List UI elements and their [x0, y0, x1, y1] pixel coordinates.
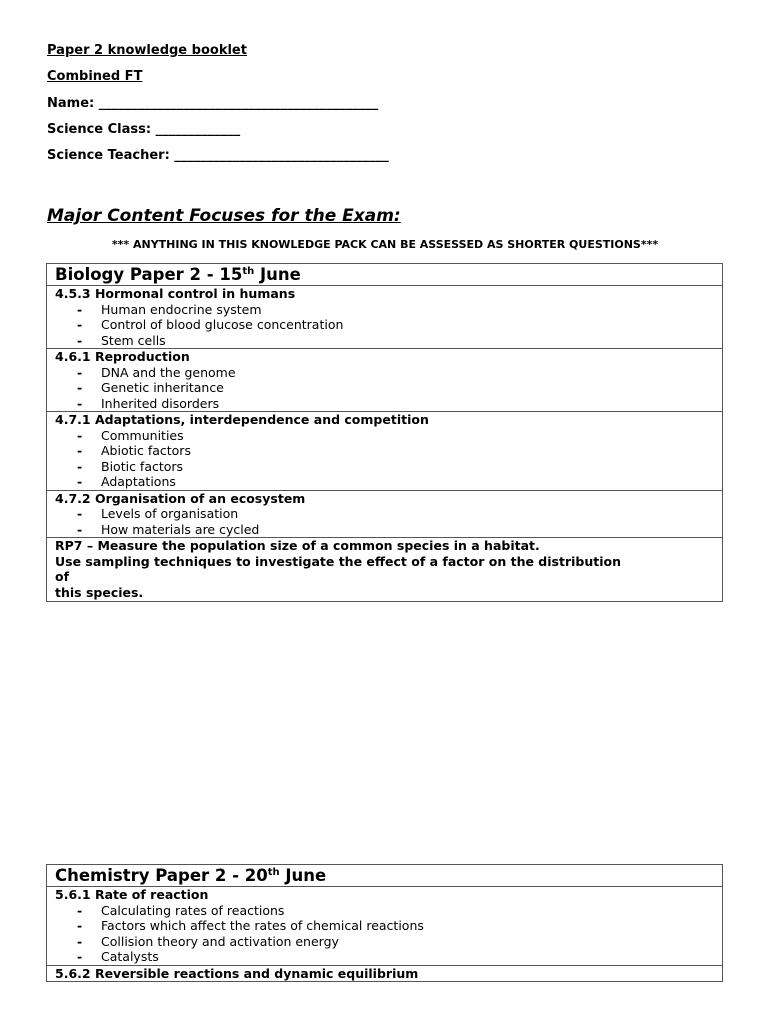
- rp-line: RP7 – Measure the population size of a common species in a habitat.: [55, 538, 540, 553]
- section-title: 5.6.1 Rate of reaction: [55, 887, 209, 902]
- rp-line: this species.: [55, 584, 144, 600]
- list-item: - Adaptations: [77, 474, 176, 489]
- biology-table: [46, 263, 723, 602]
- list-item: - DNA and the genome: [77, 364, 236, 380]
- chemistry-section: [47, 887, 722, 966]
- list-item: - Genetic inheritance: [77, 380, 224, 395]
- chemistry-section: [47, 966, 722, 982]
- biology-section: [47, 491, 722, 539]
- list-item: - Catalysts: [77, 949, 159, 964]
- course-name: Combined FT: [47, 69, 143, 84]
- section-title: 4.7.1 Adaptations, interdependence and competition: [55, 412, 429, 427]
- name-field: Name: ___________________________________________: [47, 96, 379, 111]
- rp-line: of: [55, 569, 70, 584]
- section-title: 4.5.3 Hormonal control in humans: [55, 286, 296, 301]
- list-item: - Calculating rates of reactions: [77, 902, 285, 918]
- list-item: - Inherited disorders: [77, 395, 220, 411]
- booklet-title: Paper 2 knowledge booklet: [47, 43, 247, 58]
- rp-line: Use sampling techniques to investigate the effect of a factor on the distribution: [55, 553, 621, 569]
- list-item: - Stem cells: [77, 332, 166, 348]
- list-item: - Control of blood glucose concentration: [77, 317, 344, 332]
- required-practical: [47, 538, 722, 601]
- list-item: - Communities: [77, 427, 184, 443]
- biology-section: [47, 286, 722, 349]
- main-title: Major Content Focuses for the Exam:: [47, 206, 401, 226]
- section-title: 5.6.2 Reversible reactions and dynamic equilibrium: [55, 965, 419, 981]
- chemistry-heading: Chemistry Paper 2 - 20th June: [47, 865, 722, 887]
- assessment-notice: *** ANYTHING IN THIS KNOWLEDGE PACK CAN BE ASSESSED AS SHORTER QUESTIONS***: [111, 238, 659, 251]
- list-item: - Abiotic factors: [77, 443, 191, 458]
- section-title: 4.6.1 Reproduction: [55, 349, 190, 364]
- list-item: - Levels of organisation: [77, 506, 239, 521]
- list-item: - How materials are cycled: [77, 521, 260, 537]
- biology-section: [47, 349, 722, 412]
- science-teacher-field: Science Teacher: _________________________________: [47, 148, 389, 163]
- chemistry-table: [46, 864, 723, 982]
- list-item: - Factors which affect the rates of chemical reactions: [77, 918, 424, 933]
- biology-section: [47, 412, 722, 491]
- list-item: - Human endocrine system: [77, 301, 262, 317]
- biology-heading: Biology Paper 2 - 15th June: [47, 264, 722, 286]
- science-class-field: Science Class: _____________: [47, 122, 241, 137]
- list-item: - Collision theory and activation energy: [77, 933, 339, 949]
- list-item: - Biotic factors: [77, 458, 184, 474]
- section-title: 4.7.2 Organisation of an ecosystem: [55, 490, 306, 506]
